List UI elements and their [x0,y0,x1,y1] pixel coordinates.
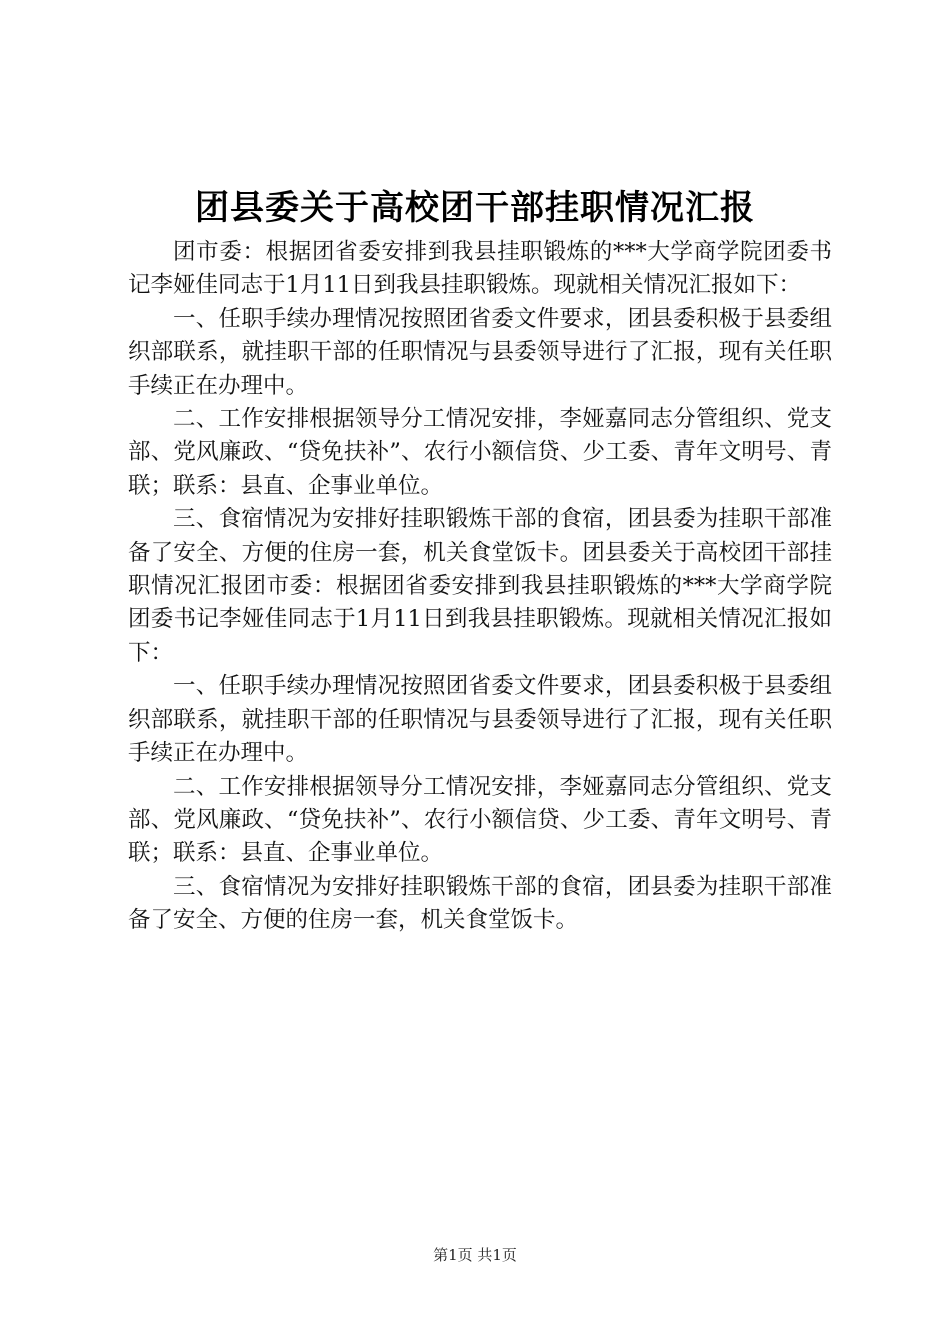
paragraph-section-3-repeat: 三、食宿情况为安排好挂职锻炼干部的食宿，团县委为挂职干部准备了安全、方便的住房一套，机关食堂饭卡。 [128,873,832,934]
paragraph-section-2-repeat: 二、工作安排根据领导分工情况安排，李娅嘉同志分管组织、党支部、党风廉政、“贷免扶补”、农行小额信贷、少工委、青年文明号、青联；联系：县直、企事业单位。 [128,773,832,867]
document-body [128,236,832,938]
paragraph-section-3: 三、食宿情况为安排好挂职锻炼干部的食宿，团县委为挂职干部准备了安全、方便的住房一套，机关食堂饭卡。团县委关于高校团干部挂职情况汇报团市委：根据团省委安排到我县挂职锻炼的***大学商学院团委书记李娅佳同志于1月11日到我县挂职锻炼。现就相关情况汇报如下： [128,506,832,666]
paragraph-intro: 团市委：根据团省委安排到我县挂职锻炼的***大学商学院团委书记李娅佳同志于1月11日到我县挂职锻炼。现就相关情况汇报如下： [128,239,832,299]
page-number-footer: 第1页 共1页 [433,1246,517,1264]
paragraph-section-1-repeat: 一、任职手续办理情况按照团省委文件要求，团县委积极于县委组织部联系，就挂职干部的任职情况与县委领导进行了汇报，现有关任职手续正在办理中。 [128,673,832,767]
paragraph-section-2: 二、工作安排根据领导分工情况安排，李娅嘉同志分管组织、党支部、党风廉政、“贷免扶补”、农行小额信贷、少工委、青年文明号、青联；联系：县直、企事业单位。 [128,406,832,499]
document-title: 团县委关于高校团干部挂职情况汇报 [195,188,755,228]
paragraph-section-1: 一、任职手续办理情况按照团省委文件要求，团县委积极于县委组织部联系，就挂职干部的任职情况与县委领导进行了汇报，现有关任职手续正在办理中。 [128,305,832,399]
